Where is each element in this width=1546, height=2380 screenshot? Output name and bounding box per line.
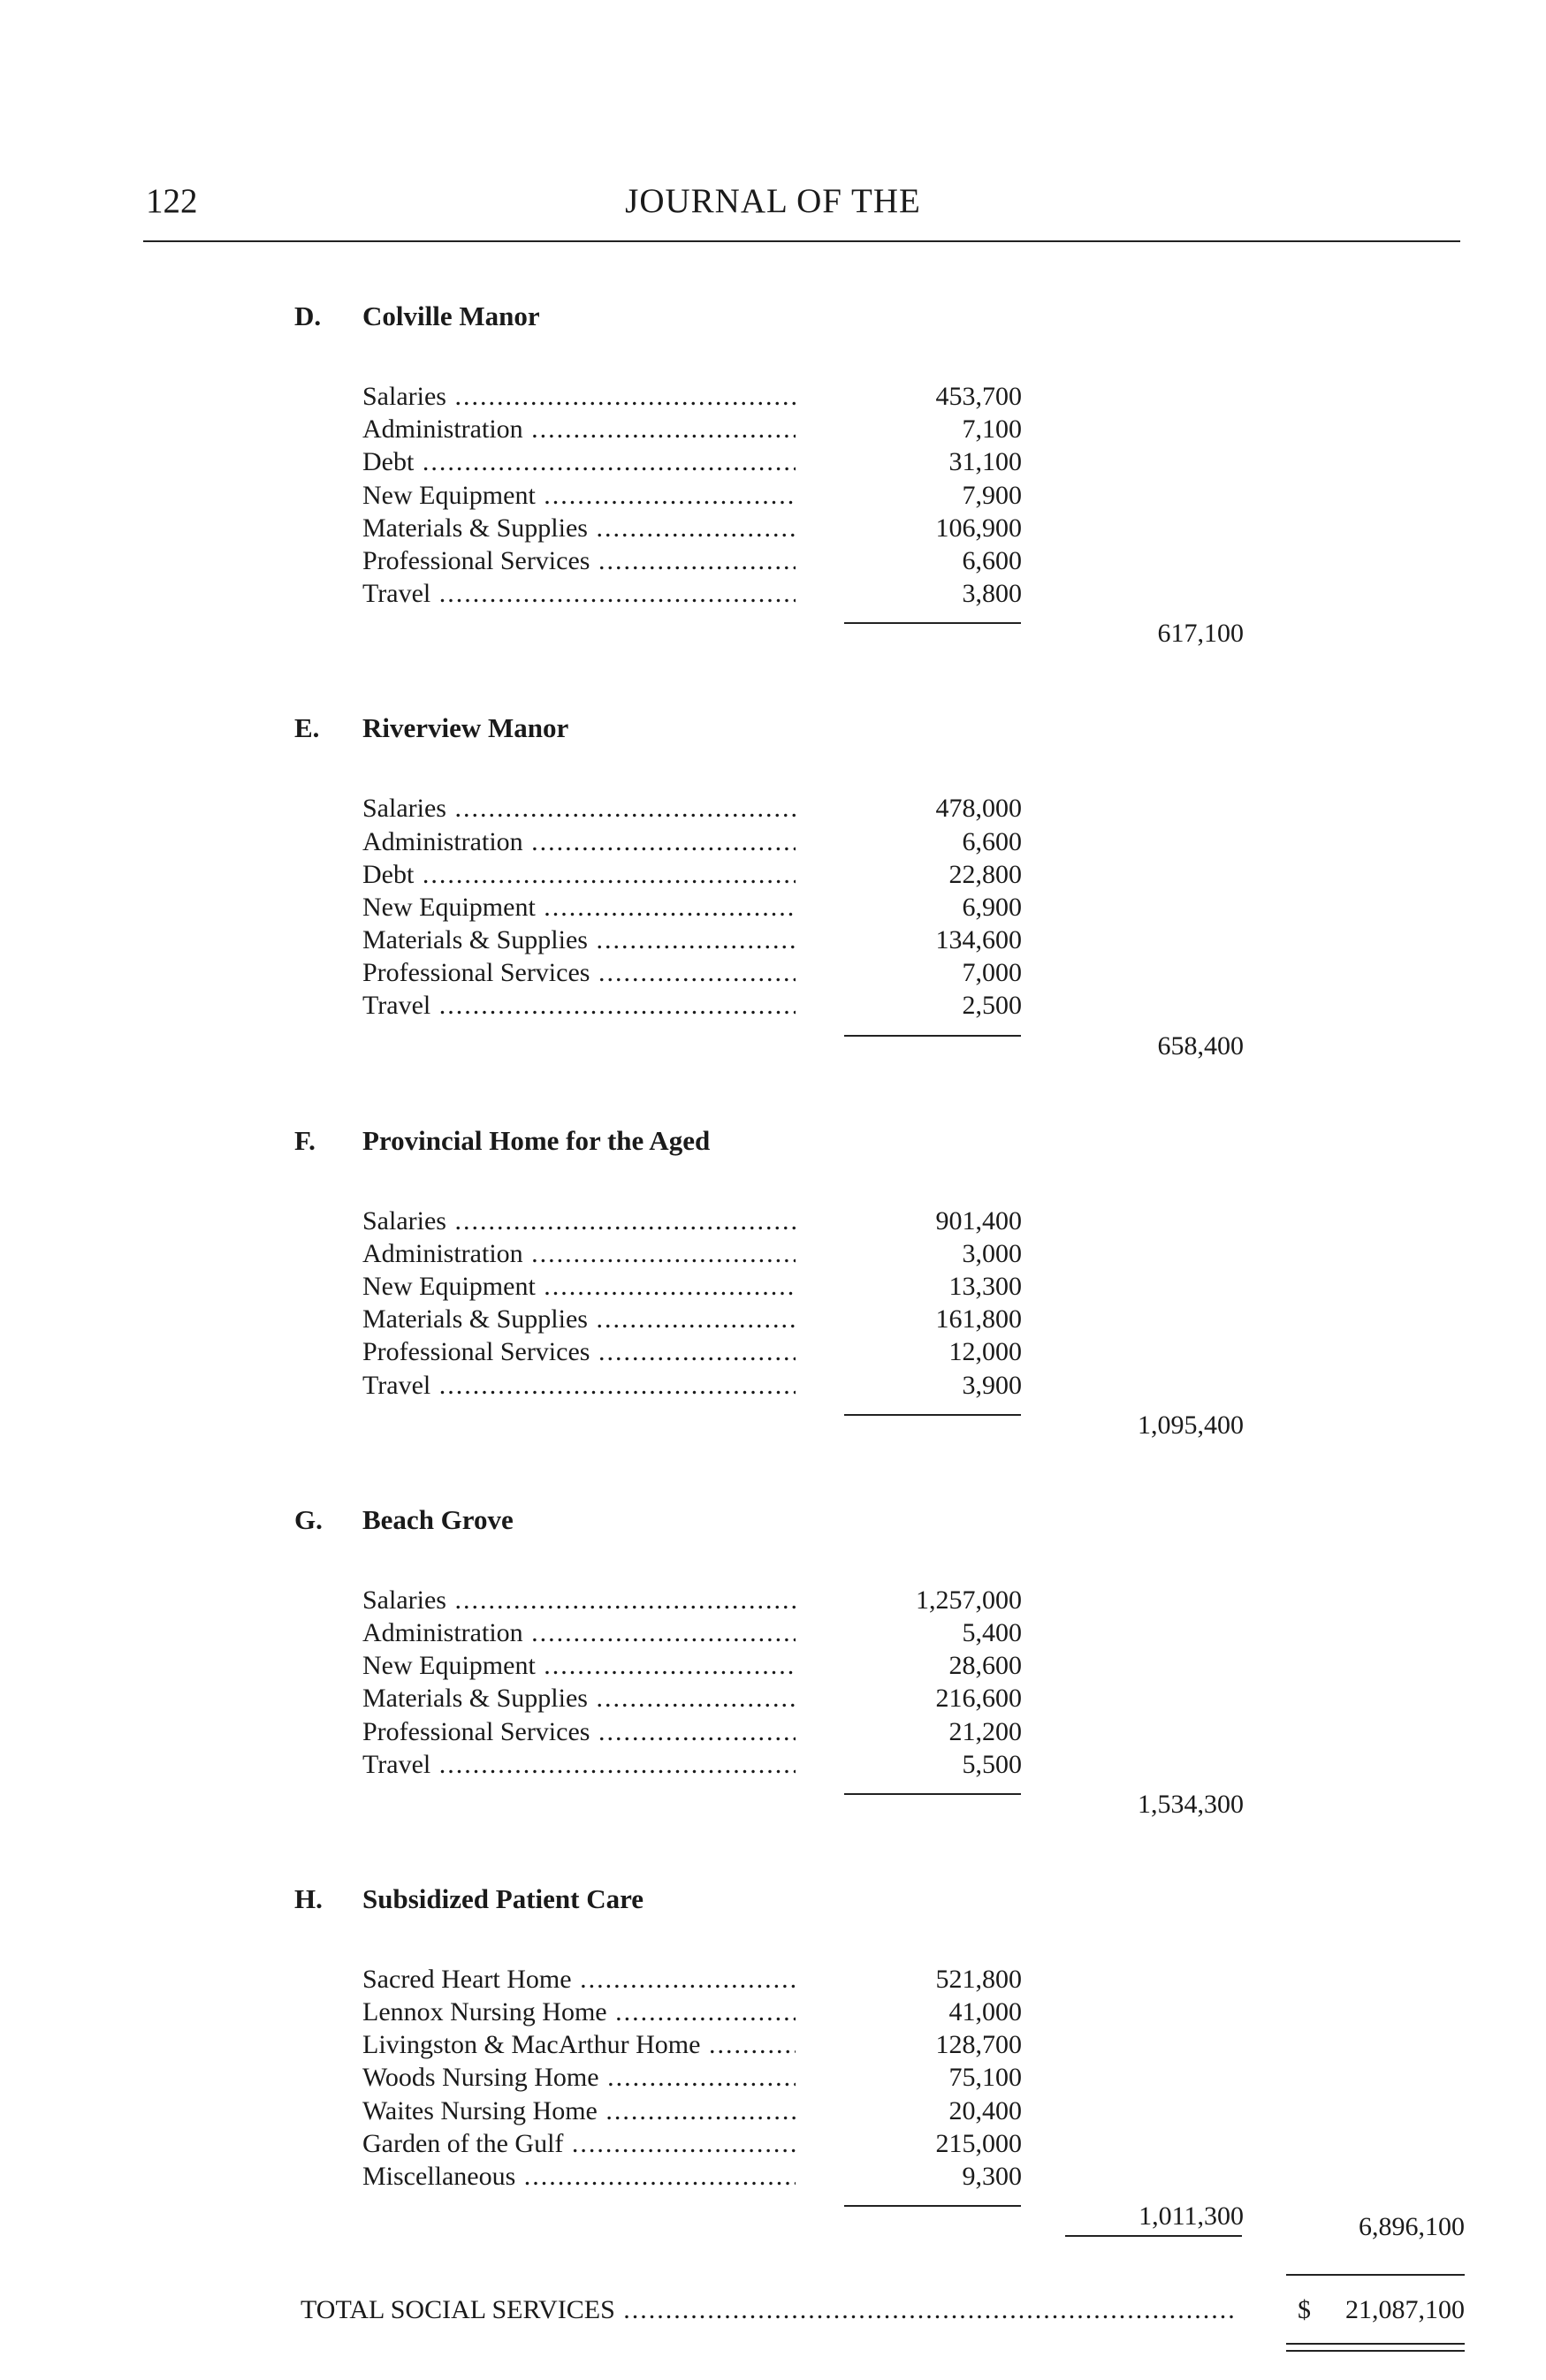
line-items [0, 792, 1546, 1022]
line-item-label: Professional Services ..... [362, 956, 796, 989]
subtotal-rule [0, 1035, 1546, 1037]
line-item-label: Materials & Supplies ..... [362, 1682, 796, 1715]
section-total [0, 619, 1546, 661]
line-item-label: Professional Services ..... [362, 544, 796, 577]
line-item-label: Administration ..... [362, 1237, 796, 1270]
subtotal-rule [0, 2205, 1546, 2207]
line-item [0, 512, 1546, 544]
section-total [0, 1410, 1546, 1453]
section-heading [0, 712, 1546, 755]
line-item [0, 1237, 1546, 1270]
section-title: Subsidized Patient Care [362, 1882, 644, 1914]
line-item-amount: 215,000 [935, 2128, 1022, 2158]
line-item-label: Salaries ..... [362, 1205, 796, 1237]
line-item [0, 891, 1546, 924]
line-item-label: Salaries ..... [362, 380, 796, 413]
section-title: Riverview Manor [362, 712, 569, 744]
section-total [0, 1789, 1546, 1832]
section-total-amount: 658,400 [1157, 1030, 1244, 1061]
line-item [0, 924, 1546, 956]
section-title: Colville Manor [362, 300, 540, 331]
line-item-amount: 3,900 [962, 1370, 1022, 1400]
line-item-amount: 134,600 [935, 925, 1022, 955]
line-item-amount: 12,000 [948, 1337, 1022, 1367]
line-item-amount: 2,500 [962, 991, 1022, 1021]
line-item-label: Debt ..... [362, 445, 796, 478]
line-item-label: Materials & Supplies ..... [362, 924, 796, 956]
section [0, 1504, 1546, 1832]
line-item-label: New Equipment ..... [362, 1649, 796, 1682]
grand-total-rule [1286, 2274, 1465, 2276]
line-item-label: Salaries ..... [362, 792, 796, 825]
section-title: Beach Grove [362, 1503, 514, 1535]
line-item-label: Materials & Supplies ..... [362, 512, 796, 544]
line-item-amount: 7,000 [962, 958, 1022, 988]
line-item-label: Debt ..... [362, 858, 796, 891]
section-heading [0, 1125, 1546, 1167]
line-item [0, 1303, 1546, 1335]
line-item [0, 1270, 1546, 1303]
line-item [0, 2028, 1546, 2061]
section [0, 1125, 1546, 1453]
line-item-label: Miscellaneous ..... [362, 2160, 796, 2193]
line-item [0, 380, 1546, 413]
line-items [0, 1584, 1546, 1781]
line-item-label: Travel ..... [362, 1748, 796, 1781]
line-item-amount: 521,800 [935, 1964, 1022, 1994]
section-title: Provincial Home for the Aged [362, 1124, 711, 1156]
section-letter: G. [294, 1503, 323, 1535]
section-letter: F. [294, 1124, 316, 1156]
line-item [0, 956, 1546, 989]
line-item [0, 1996, 1546, 2028]
line-item-amount: 41,000 [948, 1997, 1022, 2027]
line-item [0, 1649, 1546, 1682]
line-item-amount: 9,300 [962, 2162, 1022, 2191]
line-item-label: Salaries ..... [362, 1584, 796, 1616]
line-item-amount: 5,400 [962, 1617, 1022, 1647]
line-item-amount: 3,000 [962, 1238, 1022, 1268]
journal-title: JOURNAL OF THE [625, 182, 921, 220]
line-item [0, 1715, 1546, 1748]
line-items [0, 1963, 1546, 2193]
line-item-label: Livingston & MacArthur Home ..... [362, 2028, 796, 2061]
line-item-amount: 3,800 [962, 579, 1022, 609]
line-item-amount: 216,600 [935, 1684, 1022, 1714]
line-item [0, 2127, 1546, 2160]
line-item-label: Waites Nursing Home ..... [362, 2095, 796, 2127]
line-item [0, 1584, 1546, 1616]
line-item-label: Administration ..... [362, 1616, 796, 1649]
line-item [0, 825, 1546, 858]
section-total-amount: 1,095,400 [1138, 1410, 1244, 1440]
section-total [0, 2201, 1546, 2244]
header-rule [143, 240, 1460, 242]
line-item-amount: 6,600 [962, 545, 1022, 575]
section [0, 300, 1546, 661]
line-item-label: Woods Nursing Home ..... [362, 2061, 796, 2094]
line-item [0, 1682, 1546, 1715]
line-item [0, 445, 1546, 478]
line-item-label: Professional Services ..... [362, 1715, 796, 1748]
line-item [0, 544, 1546, 577]
line-item-label: Sacred Heart Home ..... [362, 1963, 796, 1996]
line-item-label: Travel ..... [362, 1369, 796, 1402]
section-heading [0, 1504, 1546, 1547]
line-item-amount: 21,200 [948, 1716, 1022, 1746]
section [0, 1883, 1546, 2244]
line-items [0, 380, 1546, 610]
line-item-label: New Equipment ..... [362, 1270, 796, 1303]
line-item-amount: 128,700 [935, 2030, 1022, 2060]
section-total-amount: 1,534,300 [1138, 1789, 1244, 1819]
line-item [0, 1205, 1546, 1237]
double-rule-lower [1286, 2350, 1465, 2352]
line-items [0, 1205, 1546, 1402]
line-item-amount: 6,900 [962, 892, 1022, 922]
line-item-label: Garden of the Gulf ..... [362, 2127, 796, 2160]
line-item [0, 1335, 1546, 1368]
line-item [0, 2061, 1546, 2094]
line-item-label: Travel ..... [362, 989, 796, 1022]
subtotal-rule [0, 622, 1546, 624]
section-heading [0, 300, 1546, 343]
line-item-amount: 7,900 [962, 480, 1022, 510]
line-item-amount: 5,500 [962, 1749, 1022, 1779]
line-item-amount: 453,700 [935, 382, 1022, 411]
line-item [0, 858, 1546, 891]
line-item-amount: 13,300 [948, 1272, 1022, 1301]
line-item-amount: 20,400 [948, 2095, 1022, 2125]
line-item [0, 479, 1546, 512]
section [0, 712, 1546, 1073]
line-item-label: Administration ..... [362, 413, 796, 445]
line-item-label: New Equipment ..... [362, 891, 796, 924]
line-item-amount: 106,900 [935, 513, 1022, 543]
section-letter: D. [294, 300, 322, 331]
line-item-amount: 478,000 [935, 794, 1022, 824]
page-header [0, 181, 1546, 234]
line-item-amount: 31,100 [948, 447, 1022, 477]
line-item-amount: 1,257,000 [916, 1585, 1022, 1615]
line-item [0, 413, 1546, 445]
section-heading [0, 1883, 1546, 1926]
line-item-label: Travel ..... [362, 577, 796, 610]
section-total [0, 1030, 1546, 1074]
line-item-label: Lennox Nursing Home ..... [362, 1996, 796, 2028]
grand-total-amount: 21,087,100 [1345, 2295, 1465, 2324]
page-number: 122 [146, 182, 198, 220]
line-item-amount: 28,600 [948, 1651, 1022, 1681]
line-item [0, 2095, 1546, 2127]
subtotal-rule [0, 1793, 1546, 1795]
grand-total-row [0, 2295, 1546, 2331]
grand-total-currency: $ [1298, 2295, 1311, 2324]
line-item-amount: 75,100 [948, 2063, 1022, 2093]
line-item-label: Administration ..... [362, 825, 796, 858]
line-item-amount: 6,600 [962, 826, 1022, 856]
line-item-label: Professional Services ..... [362, 1335, 796, 1368]
group-total: 6,896,100 [1359, 2212, 1465, 2241]
line-item [0, 792, 1546, 825]
line-item-label: New Equipment ..... [362, 479, 796, 512]
section-letter: H. [294, 1882, 323, 1914]
line-item [0, 1616, 1546, 1649]
subtotal-rule [0, 1414, 1546, 1416]
line-item [0, 2160, 1546, 2193]
grand-total-label: TOTAL SOCIAL SERVICES ..... [301, 2295, 1238, 2325]
budget-sections [0, 300, 1546, 2295]
line-item [0, 577, 1546, 610]
line-item-amount: 161,800 [935, 1304, 1022, 1334]
line-item-amount: 22,800 [948, 859, 1022, 889]
line-item-amount: 901,400 [935, 1205, 1022, 1236]
section-total-amount: 1,011,300 [1139, 2201, 1244, 2232]
section-letter: E. [294, 712, 320, 744]
line-item [0, 989, 1546, 1022]
line-item [0, 1748, 1546, 1781]
double-rule-upper [1286, 2343, 1465, 2345]
line-item [0, 1963, 1546, 1996]
line-item-amount: 7,100 [962, 414, 1022, 445]
group-total-rule [1065, 2235, 1242, 2237]
section-total-amount: 617,100 [1157, 619, 1244, 649]
line-item-label: Materials & Supplies ..... [362, 1303, 796, 1335]
line-item [0, 1369, 1546, 1402]
